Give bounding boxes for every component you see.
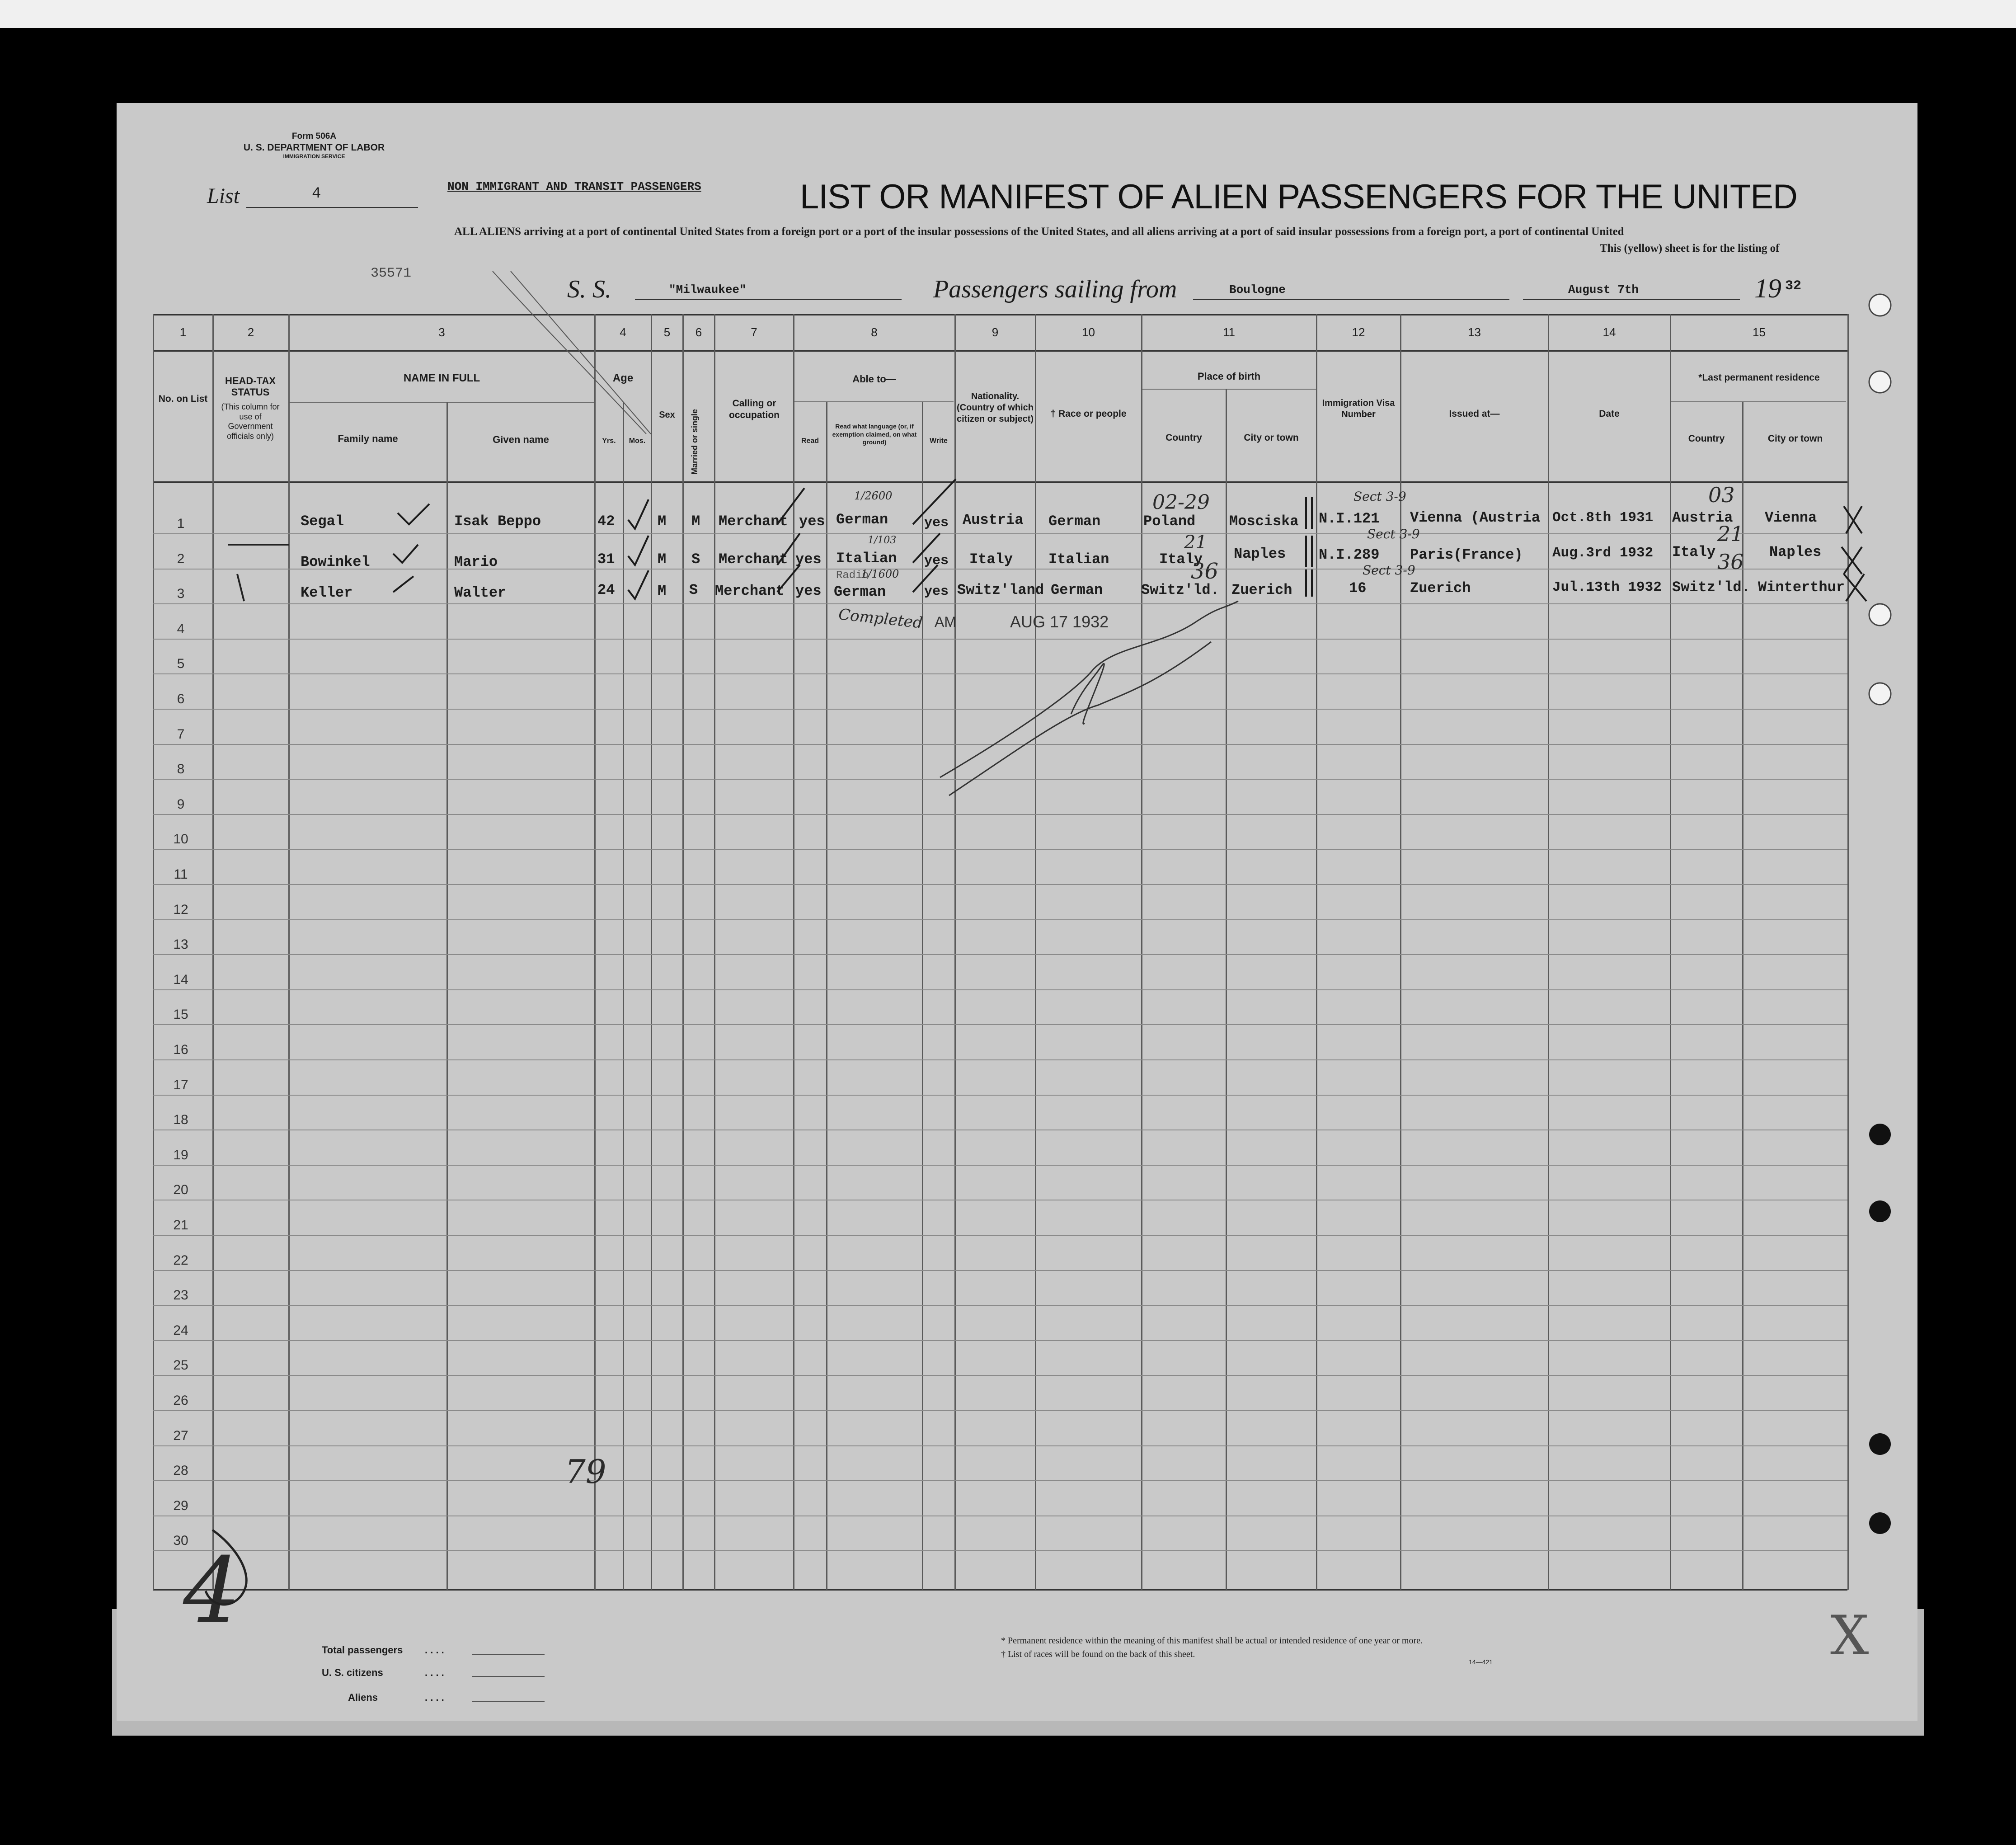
binder-hole — [1869, 1512, 1891, 1534]
row-number: 8 — [177, 762, 185, 777]
row-number: 10 — [173, 832, 188, 847]
can-write: yes — [924, 515, 949, 531]
occupation: Merchant — [719, 551, 788, 568]
check-mark — [777, 565, 800, 592]
check-mark — [777, 533, 800, 565]
binder-hole — [1869, 1200, 1891, 1222]
residence-city: Winterthur — [1758, 579, 1845, 596]
binder-hole — [1869, 1124, 1891, 1145]
header-mos: Mos. — [629, 437, 646, 445]
row-number: 11 — [174, 867, 188, 882]
residence-country: Austria — [1672, 509, 1733, 526]
ledger-stamp-number: 35571 — [371, 266, 412, 281]
colnum-15: 15 — [1753, 325, 1766, 339]
footnote-residence: * Permanent residence within the meaning of this manifest shall be actual or intended residence of one year or more. — [1001, 1636, 1423, 1646]
row-number: 3 — [177, 586, 185, 601]
can-write: yes — [924, 584, 949, 599]
total-passengers-line — [472, 1654, 545, 1655]
head-tax-tick — [237, 574, 244, 601]
row-number: 6 — [177, 692, 185, 706]
header-place-of-birth: Place of birth — [1197, 371, 1261, 382]
row-number: 29 — [173, 1498, 188, 1513]
check-mark — [913, 533, 940, 563]
corner-list-mark: 4 — [183, 1538, 241, 1643]
visa-date: Aug.3rd 1932 — [1552, 545, 1654, 561]
header-head-tax: HEAD-TAX STATUS — [225, 375, 276, 398]
age-years: 31 — [597, 551, 615, 568]
binder-hole — [1869, 294, 1891, 316]
family-name: Keller — [301, 584, 353, 601]
marital-status: M — [691, 513, 700, 530]
check-mark — [628, 536, 649, 565]
can-write: yes — [924, 553, 949, 569]
row-number: 28 — [173, 1463, 188, 1478]
language-code-1: 1/2600 — [854, 489, 893, 502]
x-mark — [1844, 574, 1866, 601]
header-res-country: Country — [1688, 433, 1725, 444]
stray-lines — [493, 271, 651, 434]
sex: M — [658, 513, 667, 530]
us-citizens-dots: . . . . — [425, 1667, 444, 1678]
row-number: 24 — [173, 1323, 188, 1338]
nationality: Switz'land — [957, 582, 1044, 598]
footer-x-mark: X — [1830, 1605, 1869, 1667]
language-code-2: 1/103 — [868, 535, 897, 546]
visa-date: Jul.13th 1932 — [1552, 579, 1662, 595]
tally-mark — [1306, 497, 1312, 529]
header-yrs: Yrs. — [602, 437, 616, 445]
header-visa: Immigration Visa Number — [1322, 398, 1395, 419]
row-number: 5 — [177, 656, 185, 671]
print-code: 14—421 — [1469, 1658, 1493, 1666]
header-birth-country: Country — [1165, 433, 1202, 443]
row-number: 25 — [173, 1358, 188, 1373]
visa-number: N.I.289 — [1319, 546, 1380, 563]
x-mark — [1844, 506, 1862, 533]
signature-stroke — [940, 601, 1238, 777]
birth-city: Naples — [1234, 546, 1286, 562]
colnum-2: 2 — [247, 325, 254, 339]
header-read: Read — [801, 437, 819, 445]
language: Italian — [836, 550, 897, 567]
scribble-stroke — [206, 1530, 246, 1605]
given-name: Mario — [454, 554, 498, 570]
binder-hole — [1869, 683, 1891, 705]
manifest-title: LIST OR MANIFEST OF ALIEN PASSENGERS FOR THE UNITED — [800, 178, 1797, 216]
header-head-tax-note: (This column for use of Government officials only) — [221, 402, 280, 441]
sailing-label: Passengers sailing from — [933, 275, 1177, 303]
check-mark — [913, 565, 938, 592]
row-number: 13 — [173, 937, 188, 952]
language-code-3: 1/1600 — [861, 568, 899, 580]
residence-code-1: 03 — [1708, 483, 1735, 507]
colnum-9: 9 — [992, 325, 999, 339]
arrival-date-stamp: AUG 17 1932 — [1010, 612, 1109, 631]
can-read: yes — [795, 583, 822, 599]
visa-issued-at: Zuerich — [1410, 580, 1471, 597]
aliens-label: Aliens — [348, 1692, 378, 1703]
header-birth-city: City or town — [1244, 433, 1299, 443]
given-name: Isak Beppo — [454, 513, 541, 530]
header-name-in-full: NAME IN FULL — [403, 372, 480, 384]
header-calling: Calling or occupation — [728, 398, 780, 421]
completed-note: Completed — [837, 605, 924, 632]
list-number: 4 — [312, 185, 321, 202]
sail-date: August 7th — [1568, 283, 1639, 297]
header-res-city: City or town — [1767, 433, 1823, 444]
us-citizens-line — [472, 1676, 545, 1677]
stamp-am: AM — [935, 614, 956, 630]
list-label: List — [207, 184, 240, 208]
signature-stroke — [949, 642, 1211, 795]
colnum-14: 14 — [1602, 325, 1616, 339]
row-number: 1 — [177, 516, 185, 531]
service-name: IMMIGRATION SERVICE — [283, 153, 345, 160]
residence-city: Vienna — [1765, 509, 1817, 526]
colnum-5: 5 — [663, 325, 671, 339]
colnum-11: 11 — [1223, 325, 1235, 339]
row-number: 21 — [173, 1218, 188, 1233]
row-number: 4 — [177, 621, 185, 636]
can-read: yes — [795, 551, 822, 568]
footnote-races: † List of races will be found on the back of this sheet. — [1001, 1649, 1195, 1659]
year-prefix: 19 — [1754, 273, 1781, 303]
x-mark — [1842, 547, 1862, 574]
notice-line-2: This (yellow) sheet is for the listing of — [1600, 242, 1780, 254]
colnum-8: 8 — [871, 325, 878, 339]
header-given-name: Given name — [493, 434, 549, 445]
race: German — [1051, 582, 1103, 598]
row-number: 22 — [173, 1253, 188, 1268]
visa-issued-at: Paris(France) — [1410, 546, 1523, 563]
birth-country: Poland — [1143, 513, 1196, 530]
binder-holes-dark — [1869, 1124, 1891, 1534]
header-read-what: Read what language (or, if exemption claimed, on what ground) — [832, 423, 917, 446]
sex: M — [658, 551, 667, 568]
colnum-1: 1 — [179, 325, 187, 339]
occupation: Merchant — [715, 583, 785, 599]
row-number: 12 — [173, 902, 188, 917]
visa-section-note-1: Sect 3-9 — [1353, 489, 1406, 504]
visa-number: 16 — [1349, 580, 1367, 597]
colnum-7: 7 — [751, 325, 757, 339]
residence-country: Switz'ld. — [1672, 579, 1750, 596]
header-write: Write — [930, 437, 948, 445]
overtyped-word: Radio — [836, 570, 869, 582]
form-number: Form 506A — [291, 132, 337, 141]
colnum-6: 6 — [695, 325, 702, 339]
check-mark — [777, 488, 804, 524]
check-mark — [398, 504, 429, 524]
check-mark — [628, 499, 649, 529]
residence-city: Naples — [1769, 544, 1822, 560]
birth-country: Italy — [1159, 551, 1203, 568]
colnum-13: 13 — [1468, 325, 1481, 339]
colnum-12: 12 — [1352, 325, 1365, 339]
colnum-4: 4 — [620, 325, 626, 339]
nationality: Italy — [969, 551, 1013, 568]
header-family-name: Family name — [338, 433, 398, 444]
check-mark — [393, 545, 418, 563]
header-last-residence: *Last permanent residence — [1698, 372, 1820, 383]
header-date: Date — [1599, 409, 1620, 419]
aliens-line — [472, 1701, 545, 1702]
given-name: Walter — [454, 584, 507, 601]
tally-mark — [1306, 570, 1312, 597]
row-number: 19 — [173, 1148, 188, 1163]
row-number: 7 — [177, 727, 185, 742]
sex: M — [658, 583, 667, 599]
family-name: Segal — [301, 513, 344, 530]
language: German — [836, 511, 888, 528]
visa-date: Oct.8th 1931 — [1552, 510, 1654, 526]
row-number: 18 — [173, 1112, 188, 1127]
stray-line — [511, 271, 651, 434]
age-years: 42 — [597, 513, 615, 530]
binder-holes — [1869, 294, 1891, 705]
header-able-to: Able to— — [852, 373, 896, 385]
marital-status: S — [691, 551, 700, 568]
can-read: yes — [799, 513, 825, 530]
row-number: 2 — [177, 551, 185, 566]
corner-scribble — [206, 1530, 246, 1605]
row-number: 16 — [173, 1042, 188, 1057]
binder-hole — [1869, 1433, 1891, 1455]
header-sex: Sex — [659, 410, 675, 420]
residence-country: Italy — [1672, 544, 1716, 560]
row-number: 27 — [173, 1428, 188, 1443]
department-name: U. S. DEPARTMENT OF LABOR — [243, 142, 385, 153]
visa-number: N.I.121 — [1319, 510, 1380, 527]
year-suffix: 32 — [1785, 278, 1802, 294]
birth-code-1: 02-29 — [1152, 491, 1210, 514]
birth-city: Mosciska — [1229, 513, 1299, 530]
row-number: 30 — [173, 1533, 188, 1548]
language: German — [834, 584, 886, 600]
row-number: 20 — [173, 1182, 188, 1197]
check-mark — [913, 479, 956, 524]
colnum-3: 3 — [438, 325, 445, 339]
aliens-dots: . . . . — [425, 1692, 444, 1703]
header-age: Age — [612, 372, 634, 384]
row-number: 23 — [173, 1288, 188, 1303]
residence-code-2: 21 — [1717, 522, 1744, 546]
total-passengers-dots: . . . . — [425, 1644, 444, 1656]
header-nationality: Nationality. (Country of which citizen or subject) — [956, 391, 1034, 424]
residence-code-3: 36 — [1717, 550, 1744, 574]
visa-issued-at: Vienna (Austria — [1410, 509, 1541, 526]
row-number: 9 — [177, 797, 185, 812]
nationality: Austria — [963, 512, 1024, 528]
check-mark — [628, 570, 649, 599]
visa-section-note-3: Sect 3-9 — [1363, 563, 1415, 578]
binder-hole — [1869, 604, 1891, 626]
stray-line — [493, 271, 646, 434]
row-number: 14 — [173, 972, 188, 987]
row-number: 15 — [173, 1007, 188, 1022]
race: German — [1048, 513, 1101, 530]
family-name: Bowinkel — [301, 554, 370, 570]
us-citizens-label: U. S. citizens — [322, 1667, 383, 1678]
departure-port: Boulogne — [1229, 283, 1286, 297]
row-number: 26 — [173, 1393, 188, 1408]
birth-city: Zuerich — [1231, 582, 1292, 598]
ss-label: S. S. — [567, 275, 611, 303]
check-mark — [393, 576, 414, 592]
age-years: 24 — [597, 582, 615, 598]
row-number: 17 — [173, 1078, 188, 1092]
ship-name: "Milwaukee" — [669, 283, 747, 297]
header-married: Married or single — [690, 409, 699, 475]
header-no-on-list: No. on List — [158, 394, 208, 404]
head-tax-marks — [228, 545, 289, 601]
race: Italian — [1048, 551, 1109, 568]
colnum-10: 10 — [1082, 325, 1095, 339]
tally-mark — [1306, 536, 1312, 567]
birth-code-3: 36 — [1191, 559, 1219, 584]
total-passengers-label: Total passengers — [322, 1644, 403, 1656]
check-marks — [393, 479, 1866, 601]
page-mark: 79 — [565, 1453, 606, 1491]
birth-country: Switz'ld. — [1141, 582, 1219, 598]
binder-hole — [1869, 371, 1891, 393]
header-race: † Race or people — [1050, 409, 1127, 419]
marital-status: S — [689, 582, 698, 598]
category-label: NON IMMIGRANT AND TRANSIT PASSENGERS — [447, 180, 701, 193]
notice-line-1: ALL ALIENS arriving at a port of continental United States from a foreign port or a port of the insular possessions of the United States, and all aliens arriving at a port of said insular possessions from a foreign port, a port of continental United — [454, 226, 1624, 238]
birth-code-2: 21 — [1184, 532, 1207, 553]
visa-section-note-2: Sect 3-9 — [1367, 527, 1420, 541]
header-issued-at: Issued at— — [1449, 409, 1500, 419]
occupation: Merchant — [719, 513, 788, 530]
inspector-signature — [940, 601, 1238, 795]
